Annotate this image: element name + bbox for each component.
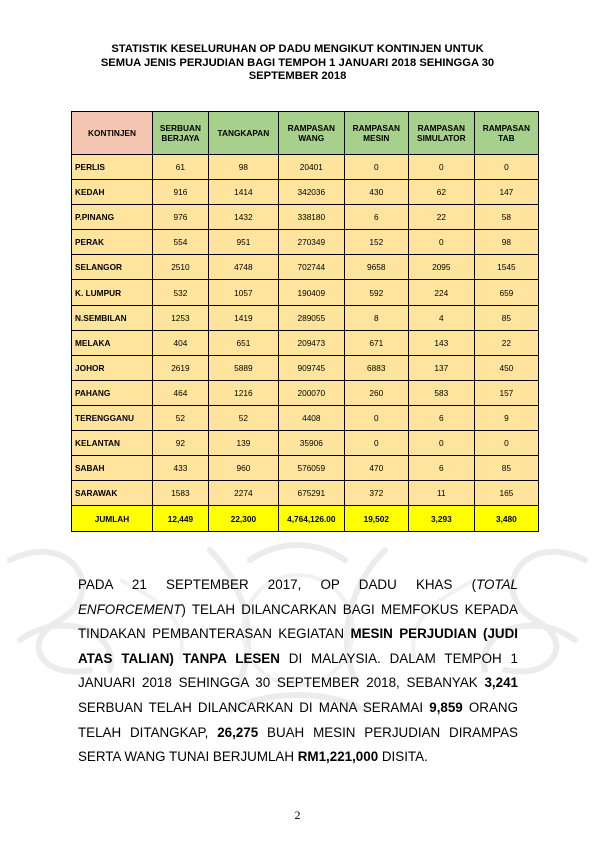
- column-header-line: BERJAYA: [161, 133, 200, 143]
- column-header-line: MESIN: [363, 133, 390, 143]
- page-number: 2: [294, 808, 301, 822]
- value-cell: 6: [408, 456, 474, 481]
- value-cell: 0: [408, 155, 474, 180]
- value-cell: 11: [408, 481, 474, 506]
- value-cell: 4408: [278, 405, 344, 430]
- column-header: [153, 112, 209, 155]
- column-header-line: WANG: [298, 133, 325, 143]
- value-cell: 1057: [208, 280, 278, 305]
- value-cell: 1216: [208, 380, 278, 405]
- para-bold-wang-tunai: RM1,221,000: [297, 749, 379, 765]
- para-text-3: DI MALAYSIA. DALAM TEMPOH 1 JANUARI 2018 SEHINGGA 30 SEPTEMBER 2018, SEBANYAK: [78, 650, 518, 691]
- column-header-line: SERBUAN: [159, 123, 201, 133]
- value-cell: 8: [344, 305, 408, 330]
- value-cell: 576059: [278, 456, 344, 481]
- table-row: [72, 456, 539, 481]
- value-cell: 143: [408, 330, 474, 355]
- value-cell: 464: [153, 380, 209, 405]
- value-cell: 960: [208, 456, 278, 481]
- value-cell: 289055: [278, 305, 344, 330]
- table-row: [72, 431, 539, 456]
- para-bold-tangkapan-count: 9,859: [429, 699, 463, 715]
- kontinjen-cell: KELANTAN: [72, 431, 153, 456]
- column-header: [72, 112, 153, 155]
- value-cell: 1545: [474, 255, 538, 280]
- value-cell: 52: [153, 405, 209, 430]
- value-cell: 22: [408, 205, 474, 230]
- table-row: [72, 255, 539, 280]
- value-cell: 671: [344, 330, 408, 355]
- para-bold-serbuan-count: 3,241: [484, 675, 518, 691]
- para-text-2: ) TELAH DILANCARKAN BAGI MEMFOKUS KEPADA TINDAKAN PEMBANTERASAN KEGIATAN: [78, 601, 518, 642]
- value-cell: 4748: [208, 255, 278, 280]
- value-cell: 951: [208, 230, 278, 255]
- kontinjen-cell: K. LUMPUR: [72, 280, 153, 305]
- column-header: [408, 112, 474, 155]
- value-cell: 58: [474, 205, 538, 230]
- column-header-line: TANGKAPAN: [217, 128, 270, 138]
- total-value-cell: 19,502: [344, 506, 408, 532]
- value-cell: 6: [408, 405, 474, 430]
- value-cell: 260: [344, 380, 408, 405]
- kontinjen-cell: PERAK: [72, 230, 153, 255]
- value-cell: 2510: [153, 255, 209, 280]
- column-header-line: RAMPASAN: [352, 123, 400, 133]
- value-cell: 139: [208, 431, 278, 456]
- value-cell: 2095: [408, 255, 474, 280]
- table-row: [72, 481, 539, 506]
- kontinjen-cell: PERLIS: [72, 155, 153, 180]
- para-text-5: ORANG TELAH DITANGKAP,: [78, 699, 518, 740]
- value-cell: 98: [474, 230, 538, 255]
- value-cell: 583: [408, 380, 474, 405]
- value-cell: 52: [208, 405, 278, 430]
- value-cell: 0: [474, 431, 538, 456]
- statistics-table: [71, 111, 539, 532]
- value-cell: 1419: [208, 305, 278, 330]
- value-cell: 147: [474, 180, 538, 205]
- value-cell: 675291: [278, 481, 344, 506]
- kontinjen-cell: SARAWAK: [72, 481, 153, 506]
- para-text-7: DISITA.: [378, 749, 428, 765]
- value-cell: 0: [344, 155, 408, 180]
- column-header-line: RAMPASAN: [287, 123, 335, 133]
- table-row: [72, 230, 539, 255]
- table-row: [72, 405, 539, 430]
- kontinjen-cell: KEDAH: [72, 180, 153, 205]
- value-cell: 404: [153, 330, 209, 355]
- table-body: [72, 155, 539, 506]
- value-cell: 200070: [278, 380, 344, 405]
- table-row: [72, 280, 539, 305]
- para-bold-mesin-perjudian: MESIN PERJUDIAN (JUDI ATAS TALIAN) TANPA LESEN: [78, 626, 518, 666]
- column-header-line: RAMPASAN: [417, 123, 465, 133]
- table-row: [72, 330, 539, 355]
- value-cell: 4: [408, 305, 474, 330]
- kontinjen-cell: SELANGOR: [72, 255, 153, 280]
- description-paragraph: [78, 573, 518, 770]
- value-cell: 22: [474, 330, 538, 355]
- column-header: [278, 112, 344, 155]
- value-cell: 702744: [278, 255, 344, 280]
- para-text-1: PADA 21 SEPTEMBER 2017, OP DADU KHAS (: [78, 577, 477, 592]
- total-value-cell: 3,480: [474, 506, 538, 532]
- value-cell: 152: [344, 230, 408, 255]
- value-cell: 2274: [208, 481, 278, 506]
- value-cell: 592: [344, 280, 408, 305]
- value-cell: 342036: [278, 180, 344, 205]
- kontinjen-cell: MELAKA: [72, 330, 153, 355]
- total-label-cell: JUMLAH: [72, 506, 153, 532]
- para-text-4: SERBUAN TELAH DILANCARKAN DI MANA SERAMAI: [78, 699, 430, 715]
- title-line-2: SEMUA JENIS PERJUDIAN BAGI TEMPOH 1 JANUARI 2018 SEHINGGA 30: [100, 56, 495, 69]
- value-cell: 85: [474, 456, 538, 481]
- value-cell: 35906: [278, 431, 344, 456]
- value-cell: 450: [474, 355, 538, 380]
- para-italic-total-enforcement: TOTAL ENFORCEMENT: [78, 577, 518, 617]
- value-cell: 224: [408, 280, 474, 305]
- value-cell: 0: [474, 155, 538, 180]
- kontinjen-cell: SABAH: [72, 456, 153, 481]
- value-cell: 1583: [153, 481, 209, 506]
- value-cell: 0: [344, 405, 408, 430]
- value-cell: 0: [408, 431, 474, 456]
- column-header-line: TAB: [498, 133, 515, 143]
- value-cell: 165: [474, 481, 538, 506]
- value-cell: 372: [344, 481, 408, 506]
- table-row: [72, 355, 539, 380]
- value-cell: 157: [474, 380, 538, 405]
- kontinjen-cell: JOHOR: [72, 355, 153, 380]
- table-row: [72, 205, 539, 230]
- total-value-cell: 3,293: [408, 506, 474, 532]
- title-line-1: STATISTIK KESELURUHAN OP DADU MENGIKUT KONTINJEN UNTUK: [111, 43, 484, 55]
- para-bold-mesin-count: 26,275: [217, 724, 259, 740]
- total-value-cell: 4,764,126.00: [278, 506, 344, 532]
- para-text-6: BUAH MESIN PERJUDIAN DIRAMPAS SERTA WANG TUNAI BERJUMLAH: [78, 724, 518, 765]
- column-header: [474, 112, 538, 155]
- value-cell: 1414: [208, 180, 278, 205]
- value-cell: 1253: [153, 305, 209, 330]
- value-cell: 430: [344, 180, 408, 205]
- value-cell: 5889: [208, 355, 278, 380]
- kontinjen-cell: TERENGGANU: [72, 405, 153, 430]
- table-row: [72, 180, 539, 205]
- value-cell: 190409: [278, 280, 344, 305]
- value-cell: 916: [153, 180, 209, 205]
- value-cell: 470: [344, 456, 408, 481]
- column-header: [344, 112, 408, 155]
- column-header-line: RAMPASAN: [482, 123, 531, 133]
- value-cell: 92: [153, 431, 209, 456]
- value-cell: 976: [153, 205, 209, 230]
- value-cell: 2619: [153, 355, 209, 380]
- value-cell: 6883: [344, 355, 408, 380]
- value-cell: 651: [208, 330, 278, 355]
- value-cell: 659: [474, 280, 538, 305]
- table-header-row: [72, 112, 539, 155]
- value-cell: 554: [153, 230, 209, 255]
- total-value-cell: 22,300: [208, 506, 278, 532]
- kontinjen-cell: PAHANG: [72, 380, 153, 405]
- value-cell: 0: [408, 230, 474, 255]
- table-row: [72, 380, 539, 405]
- value-cell: 98: [208, 155, 278, 180]
- value-cell: 62: [408, 180, 474, 205]
- value-cell: 433: [153, 456, 209, 481]
- value-cell: 137: [408, 355, 474, 380]
- kontinjen-cell: N.SEMBILAN: [72, 305, 153, 330]
- value-cell: 0: [344, 431, 408, 456]
- column-header-line: KONTINJEN: [88, 128, 136, 138]
- value-cell: 338180: [278, 205, 344, 230]
- value-cell: 909745: [278, 355, 344, 380]
- value-cell: 270349: [278, 230, 344, 255]
- column-header: [208, 112, 278, 155]
- table-row: [72, 305, 539, 330]
- value-cell: 20401: [278, 155, 344, 180]
- value-cell: 1432: [208, 205, 278, 230]
- value-cell: 9658: [344, 255, 408, 280]
- table-row: [72, 155, 539, 180]
- document-title: [60, 43, 535, 84]
- kontinjen-cell: P.PINANG: [72, 205, 153, 230]
- value-cell: 85: [474, 305, 538, 330]
- column-header-line: SIMULATOR: [417, 133, 466, 143]
- value-cell: 9: [474, 405, 538, 430]
- value-cell: 6: [344, 205, 408, 230]
- value-cell: 61: [153, 155, 209, 180]
- title-line-3: SEPTEMBER 2018: [248, 70, 347, 83]
- value-cell: 532: [153, 280, 209, 305]
- total-value-cell: 12,449: [153, 506, 209, 532]
- value-cell: 209473: [278, 330, 344, 355]
